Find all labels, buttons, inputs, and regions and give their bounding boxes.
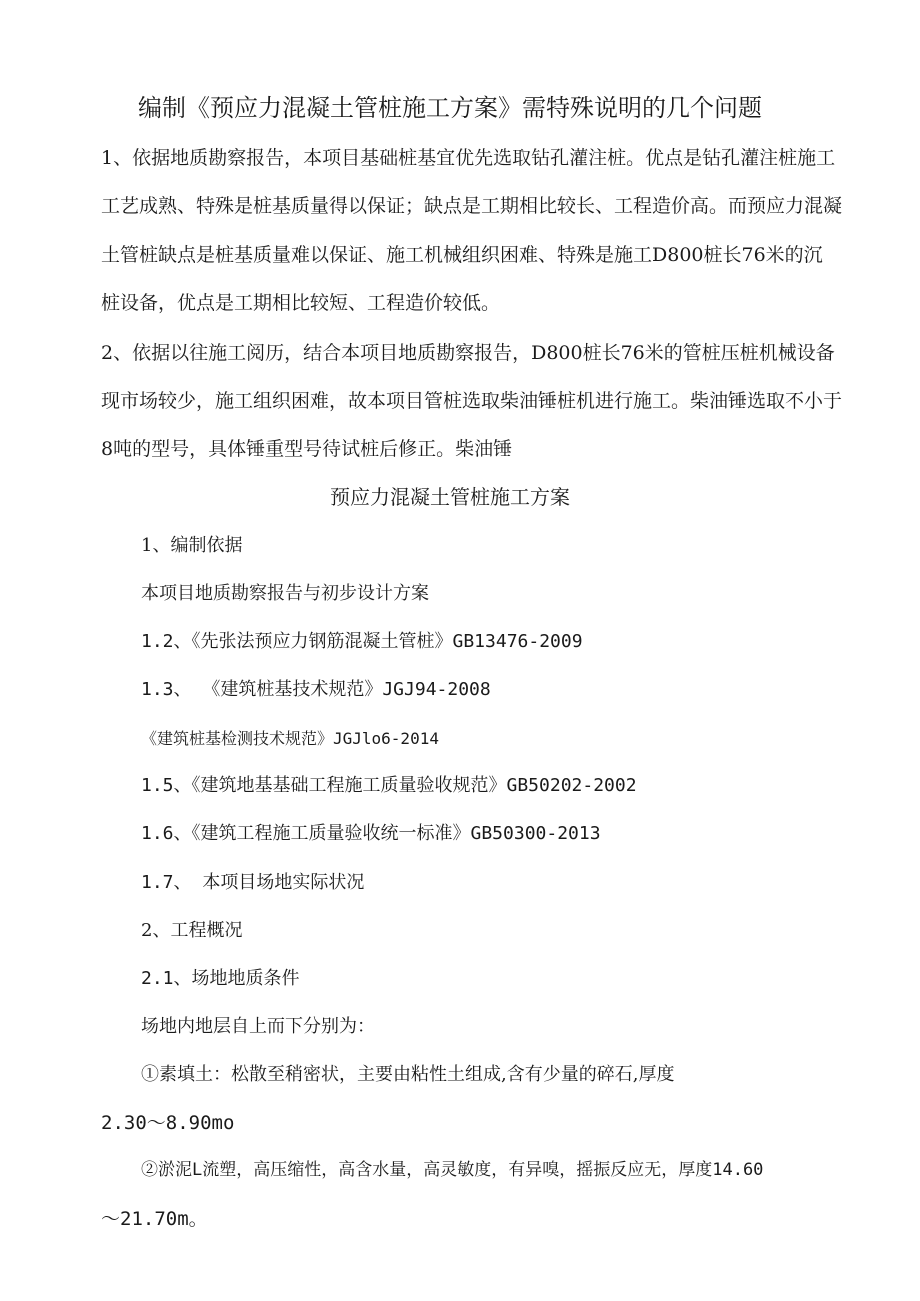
paragraph-1-line-3: 土管桩缺点是桩基质量难以保证、施工机械组织困难、特殊是施工D800桩长76米的沉 [101,244,823,266]
paragraph-2-line-3: 8吨的型号，具体锤重型号待试桩后修正。柴油锤 [101,438,513,460]
list-item: 1.5、《建筑地基基础工程施工质量验收规范》GB50202-2002 [141,775,637,796]
document-title: 编制《预应力混凝土管桩施工方案》需特殊说明的几个问题 [138,94,762,122]
list-item: ①素填土：松散至稍密状，主要由粘性土组成,含有少量的碎石,厚度 [141,1064,675,1085]
list-item: 2.30～8.90mo [101,1112,235,1134]
list-item: 1.2、《先张法预应力钢筋混凝土管桩》GB13476-2009 [141,631,583,652]
list-item: 1、编制依据 [141,535,243,556]
paragraph-1-line-4: 桩设备，优点是工期相比较短、工程造价较低。 [101,292,501,314]
list-item: 2、工程概况 [141,920,243,941]
section-title: 预应力混凝土管桩施工方案 [330,485,570,509]
paragraph-2-line-1: 2、依据以往施工阅历，结合本项目地质勘察报告，D800桩长76米的管桩压桩机械设备 [101,342,835,364]
paragraph-1-line-2: 工艺成熟、特殊是桩基质量得以保证；缺点是工期相比较长、工程造价高。而预应力混凝 [101,195,843,217]
list-item: 场地内地层自上而下分别为： [141,1016,375,1037]
paragraph-1-line-1: 1、依据地质勘察报告，本项目基础桩基宜优先选取钻孔灌注桩。优点是钻孔灌注桩施工 [101,147,836,169]
list-item: 1.6、《建筑工程施工质量验收统一标准》GB50300-2013 [141,823,601,844]
list-item: 本项目地质勘察报告与初步设计方案 [141,583,429,604]
list-item: 2.1、场地地质条件 [141,968,300,989]
list-item: 1.3、 《建筑桩基技术规范》JGJ94-2008 [141,679,491,700]
list-item: 1.7、 本项目场地实际状况 [141,872,365,893]
paragraph-2-line-2: 现市场较少，施工组织困难，故本项目管桩选取柴油锤桩机进行施工。柴油锤选取不小于 [101,390,843,412]
list-item: ②淤泥L流塑，高压缩性，高含水量，高灵敏度，有异嗅，摇振反应无，厚度14.60 [141,1160,764,1180]
list-item: ～21.70m。 [101,1208,208,1230]
list-item: 《建筑桩基检测技术规范》JGJlo6-2014 [141,729,439,748]
